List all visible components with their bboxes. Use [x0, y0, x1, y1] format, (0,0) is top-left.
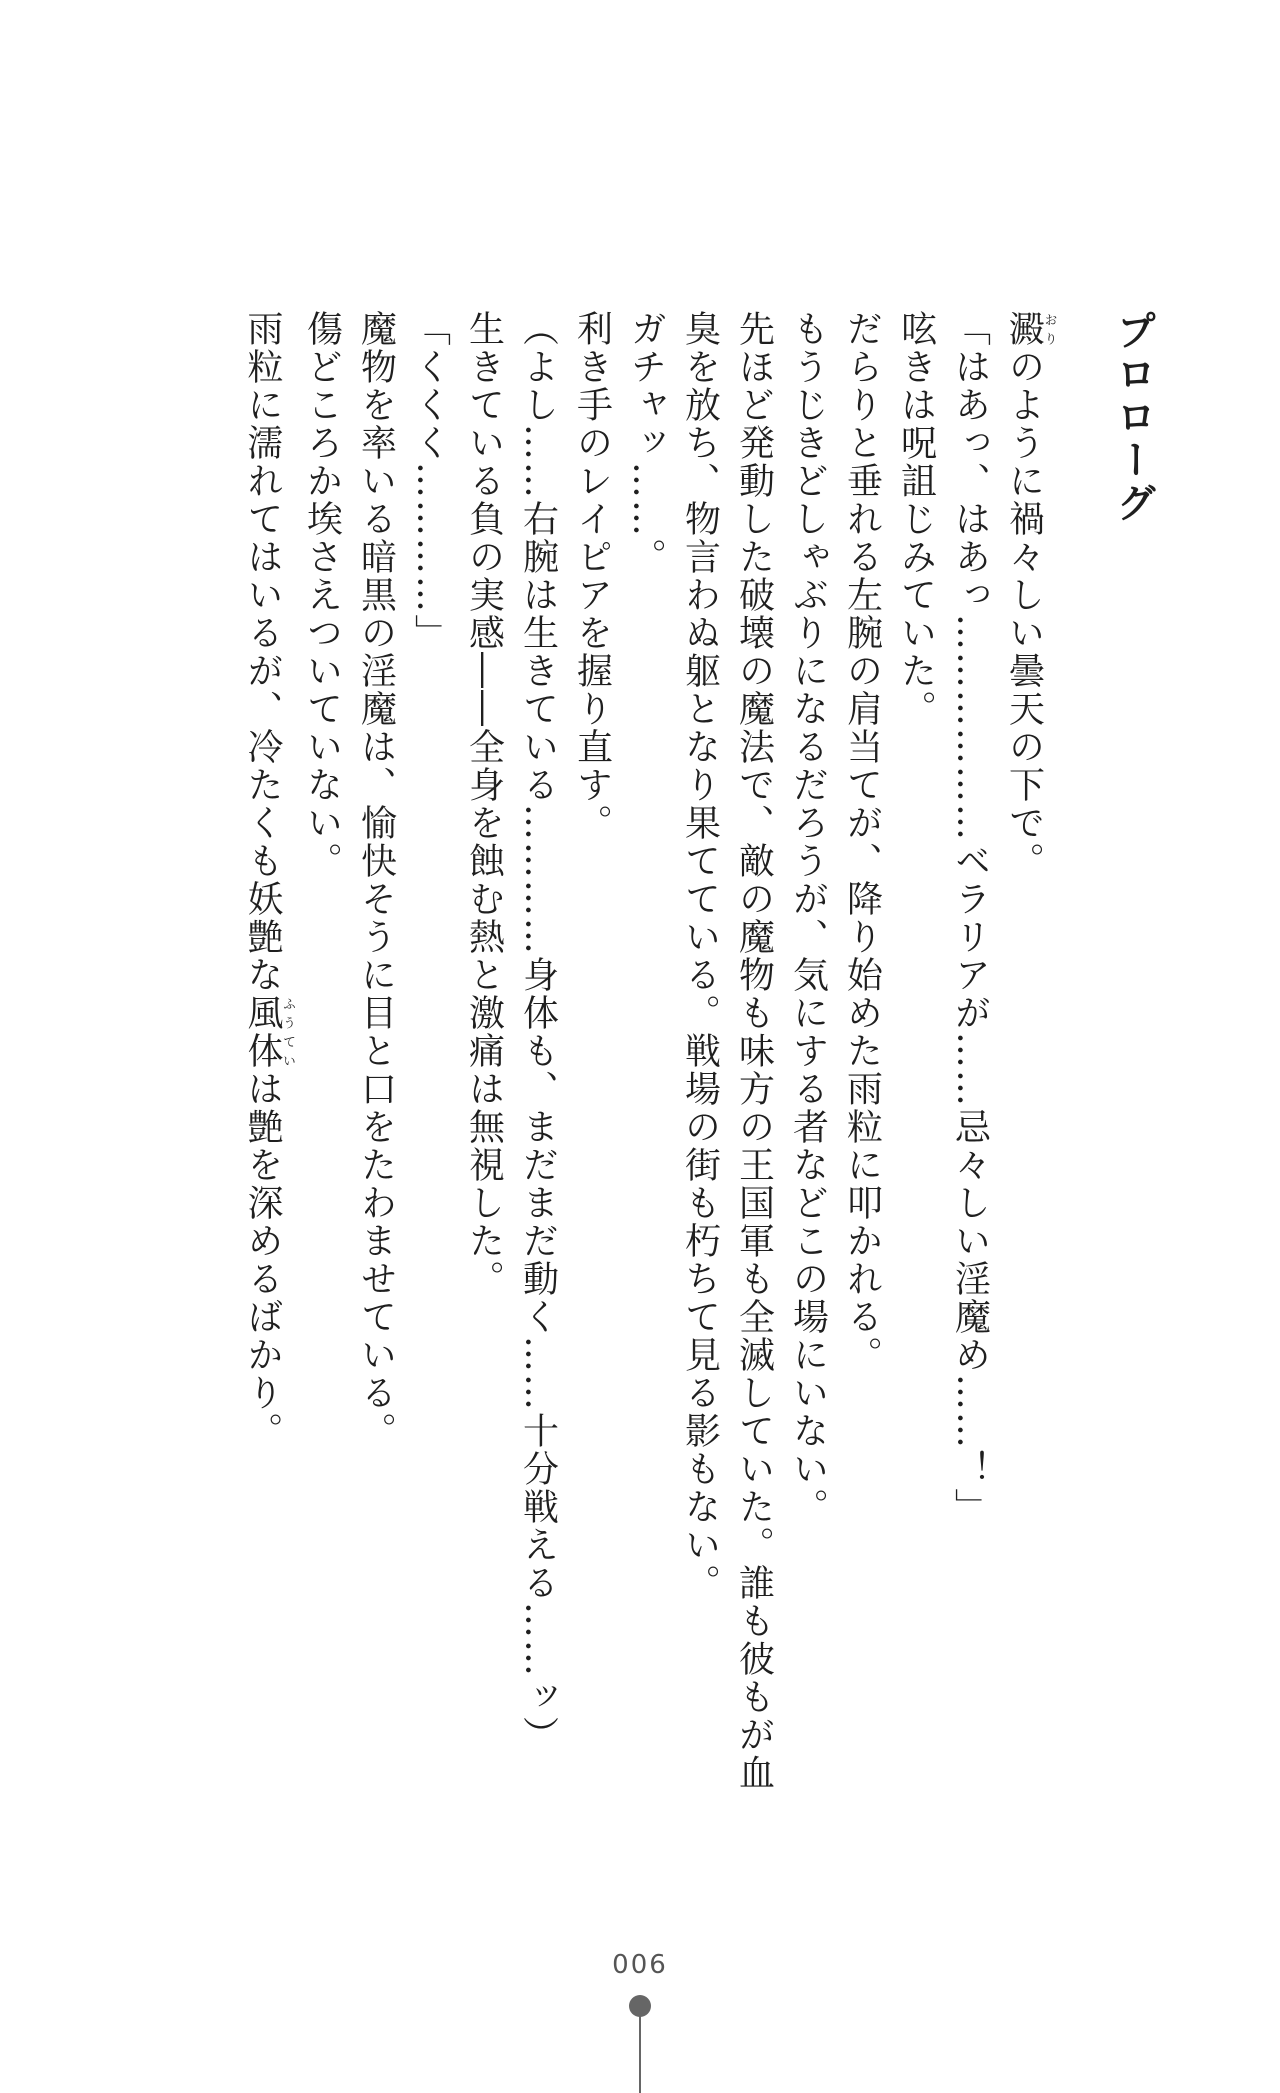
page-number: 006 [612, 1950, 668, 1980]
paragraph: （よし……右腕は生きている…………身体も、まだまだ動く……十分戦える……ッ） [517, 310, 559, 1754]
paragraph: 生きている負の実感――全身を蝕む熱と激痛は無視した。 [463, 310, 505, 1298]
paragraph: 先ほど発動した破壊の魔法で、敵の魔物も味方の王国軍も全滅していた。誰も彼もが血臭を放ち、物言わぬ躯となり果てている。戦場の街も朽ちて見る影もない。 [679, 310, 775, 1792]
paragraph: 澱おりのように禍々しい曇天の下で。 [1003, 310, 1057, 880]
paragraph: 雨粒に濡れてはいるが、冷たくも妖艶な風体ふうていは艶を深めるばかり。 [242, 310, 295, 1450]
paragraph: 魔物を率いる暗黒の淫魔は、愉快そうに目と口をたわませている。 [355, 310, 397, 1450]
paragraph: ガチャッ……。 [625, 310, 667, 576]
paragraph: もうじきどしゃぶりになるだろうが、気にする者などこの場にいない。 [787, 310, 829, 1526]
paragraph: 傷どころか埃さえついていない。 [301, 310, 343, 880]
chapter-title: プロローグ [1110, 310, 1156, 525]
ruby-word: 澱おり [1003, 310, 1057, 348]
page-marker-line [639, 2014, 641, 2093]
paragraph: だらりと垂れる左腕の肩当てが、降り始めた雨粒に叩かれる。 [841, 310, 883, 1374]
paragraph: 「くくく…………」 [409, 310, 451, 652]
paragraph: 呟きは呪詛じみていた。 [895, 310, 937, 728]
paragraph: 「はあっ、はあっ………………ベラリアが……忌々しい淫魔め……！」 [949, 310, 991, 1526]
body-text-block [235, 310, 1168, 1810]
paragraph: 利き手のレイピアを握り直す。 [571, 310, 613, 842]
ruby-word: 風体ふうてい [242, 994, 295, 1070]
